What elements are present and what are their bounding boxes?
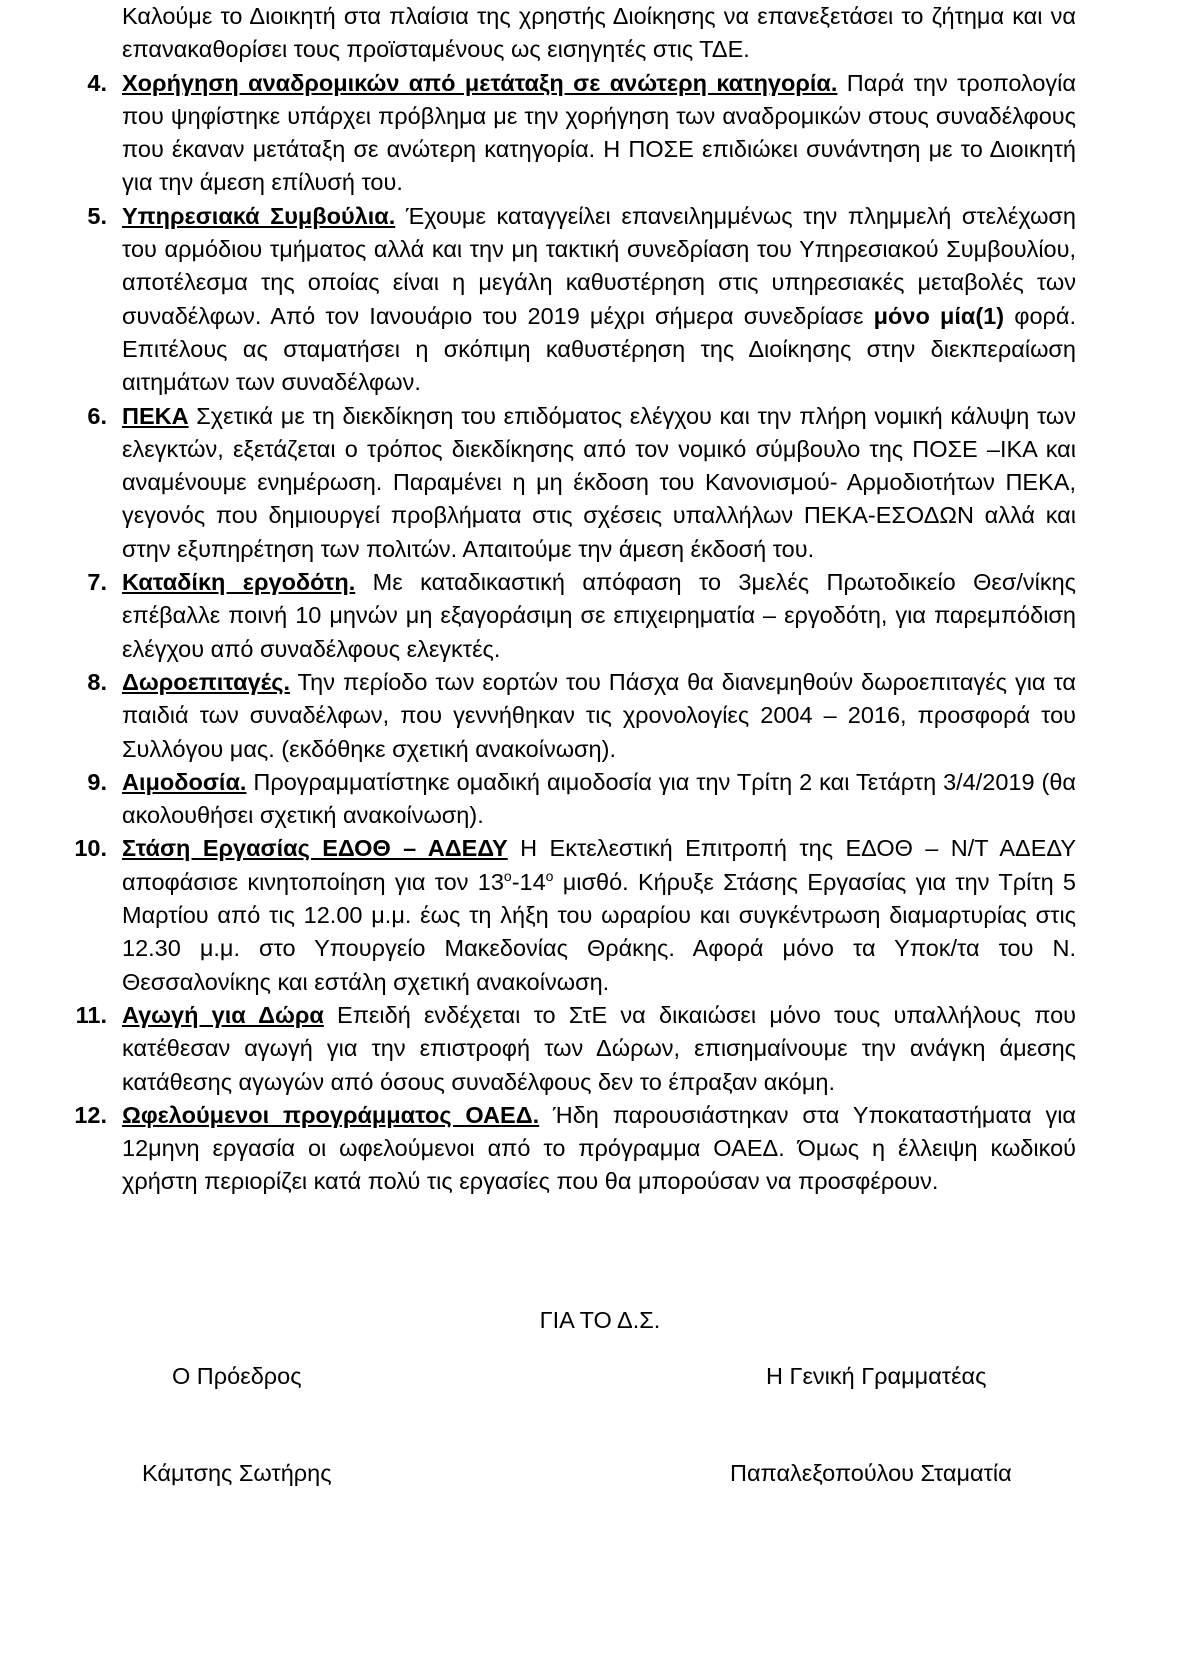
item-text: Προγραμματίστηκε ομαδική αιμοδοσία για την Τρίτη 2 και Τετάρτη 3/4/2019 (θα ακολουθήσει σχετική ανακοίνωση). [122,768,1076,829]
item-text: Με καταδικαστική απόφαση το 3μελές Πρωτοδικείο Θεσ/νίκης επέβαλλε ποινή 10 μηνών μη εξαγοράσιμη σε επιχειρηματία – εργοδότη, για παρεμπόδιση ελέγχου από συναδέλφους ελεγκτές. [122,569,1076,662]
item-number: 9. [87,768,107,795]
list-item-10 [74,832,1076,998]
item-heading: Αιμοδοσία. [122,768,247,795]
item-text: Έχουμε καταγγείλει επανειλημμένως την πλημμελή στελέχωση του αρμόδιου τμήματος αλλά και την μη τακτική συνεδρίαση του Υπηρεσιακού Συμβουλίου, αποτέλεσμα της οποίας είναι η μεγάλη καθυστέρηση στις υπηρεσιακές μεταβολές των συναδέλφων. Από τον Ιανουάριο του 2019 μέχρι σήμερα συνεδρίασε [122,202,1076,329]
president-title: Ο Πρόεδρος [172,1363,302,1389]
intro-text: Καλούμε το Διοικητή στα πλαίσια της χρηστής Διοίκησης να επανεξετάσει το ζήτημα και να επανακαθορίσει τους προϊσταμένους ως εισηγητές στις ΤΔΕ. [122,3,1076,63]
item-text: Ήδη παρουσιάστηκαν στα Υποκαταστήματα για 12μηνη εργασία οι ωφελούμενοι από το πρόγραμμα ΟΑΕΔ. Όμως η έλλειψη κωδικού χρήστη περιορίζει κατά πολύ τις εργασίες που θα μπορούσαν να προσφέρουν. [122,1101,1077,1195]
item-text: Σχετικά με τη διεκδίκηση του επιδόματος ελέγχου και την πλήρη νομική κάλυψη των ελεγκτών, εξετάζεται ο τρόπος διεκδίκησης από τον νομικό σύμβουλο της ΠΟΣΕ –ΙΚΑ και αναμένουμε ενημέρωση. Παραμένει η μη έκδοση του Κανονισμού- Αρμοδιοτήτων ΠΕΚΑ, γεγονός που δημιουργεί προβλήματα στις σχέσεις υπαλλήλων ΠΕΚΑ-ΕΣΟΔΩΝ αλλά και στην εξυπηρέτηση των πολιτών. Απαιτούμε την άμεση έκδοσή του. [122,402,1076,562]
item-text: Η Εκτελεστική Επιτροπή της ΕΔΟΘ – Ν/Τ ΑΔΕΔΥ αποφάσισε κινητοποίηση για τον 13 [122,835,1076,895]
item-text-mid: -14 [511,868,546,895]
item-number: 8. [87,668,107,695]
item-text: Την περίοδο των εορτών του Πάσχα θα διανεμηθούν δωροεπιταγές για τα παιδιά των συναδέλφων, που γεννήθηκαν τις χρονολογίες 2004 – 2016, προσφορά του Συλλόγου μας. (εκδόθηκε σχετική ανακοίνωση). [122,668,1076,762]
president-name: Κάμτσης Σωτήρης [142,1460,332,1486]
secretary-name: Παπαλεξοπούλου Σταματία [730,1460,1012,1486]
item-number: 6. [87,402,107,429]
item-text: Παρά την τροπολογία που ψηφίστηκε υπάρχει πρόβλημα με την χορήγηση των αναδρομικών στους συναδέλφους που έκαναν μετάταξη σε ανώτερη κατηγορία. Η ΠΟΣΕ επιδιώκει συνάντηση με το Διοικητή για την άμεση επίλυσή του. [122,69,1076,196]
intro-paragraph [122,0,1076,67]
list-item-6 [87,400,1076,566]
item-heading: Υπηρεσιακά Συμβούλια. [122,202,396,229]
item-heading: ΠΕΚΑ [122,402,189,429]
item-number: 11. [75,1001,107,1028]
item-text-after: φορά. Επιτέλους ας σταματήσει η σκόπιμη καθυστέρηση της Διοίκησης στην διεκπεραίωση αιτημάτων των συναδέλφων. [122,302,1076,396]
list-item-4 [87,67,1076,200]
item-heading: Καταδίκη εργοδότη. [122,569,356,596]
item-number: 5. [87,202,107,229]
list-item-11 [75,999,1077,1099]
for-board-label: ΓΙΑ ΤΟ Δ.Σ. [539,1307,661,1333]
item-text: Επειδή ενδέχεται το ΣτΕ να δικαιώσει μόνο τους υπαλλήλους που κατέθεσαν αγωγή για την επιστροφή των Δώρων, επισημαίνουμε την ανάγκη άμεσης κατάθεσης αγωγών από όσους συναδέλφους δεν το έπραξαν ακόμη. [122,1001,1077,1095]
item-heading: Δωροεπιταγές. [122,668,291,695]
list-item-8 [87,666,1076,766]
item-number: 10. [74,835,107,862]
item-heading: Στάση Εργασίας ΕΔΟΘ – ΑΔΕΔΥ [122,835,508,862]
item-bold-text: μόνο μία(1) [873,302,1005,329]
item-number: 4. [87,69,107,96]
item-heading: Αγωγή για Δώρα [122,1001,324,1028]
superscript-o: ο [545,867,554,884]
list-item-5 [87,200,1076,400]
item-number: 12. [74,1101,107,1128]
item-heading: Χορήγηση αναδρομικών από μετάταξη σε ανώτερη κατηγορία. [122,69,838,96]
item-number: 7. [87,569,107,596]
secretary-title: Η Γενική Γραμματέας [766,1363,987,1389]
item-heading: Ωφελούμενοι προγράμματος ΟΑΕΔ. [122,1101,540,1128]
list-item-9 [87,766,1076,833]
superscript-o: ο [503,867,512,884]
list-item-12 [74,1099,1077,1199]
item-text-after: μισθό. Κήρυξε Στάσης Εργασίας για την Τρίτη 5 Μαρτίου από τις 12.00 μ.μ. έως τη λήξη του ωραρίου και συγκέντρωση διαμαρτυρίας στις 12.30 μ.μ. στο Υπουργείο Μακεδονίας Θράκης. Αφορά μόνο τα Υποκ/τα του Ν. Θεσσαλονίκης και εστάλη σχετική ανακοίνωση. [122,868,1076,995]
list-item-7 [87,566,1076,666]
